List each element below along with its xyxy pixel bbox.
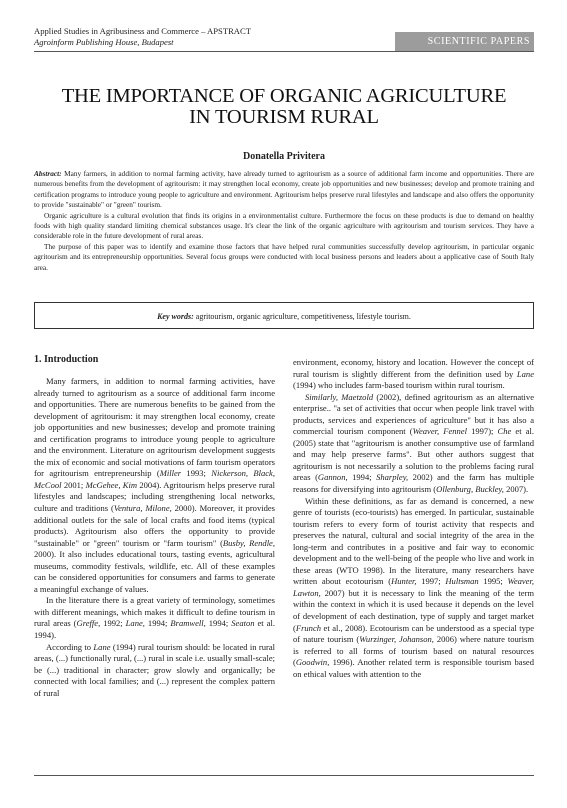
keywords-label: Key words:	[157, 312, 194, 321]
left-column	[34, 354, 275, 699]
section-band: SCIENTIFIC PAPERS	[395, 32, 534, 51]
journal-name: Applied Studies in Agribusiness and Commerce – APSTRACT	[34, 26, 251, 36]
keywords-text: agritourism, organic agriculture, competitiveness, lifestyle tourism.	[193, 312, 411, 321]
author-name: Donatella Privitera	[243, 151, 325, 162]
title-line-1: THE IMPORTANCE OF ORGANIC AGRICULTURE	[61, 85, 507, 107]
paper-title	[34, 86, 534, 128]
abstract-paragraph-1: Abstract: Many farmers, in addition to normal farming activity, have already turned to agritourism as a source of additional farm income and opportunities. There are numerous benefits from the development of agritourism: it may strengthen local economy, create job opportunities and new businesses; develop and promote training and certification programs to introduce young people to agriculture and environment. Agritourism helps preserve rural lifestyles and landscape and also offers the opportunity to provide "sustainable" or "green" tourism.	[34, 169, 534, 210]
right-paragraph-2: Similarly, Maetzold (2002), defined agritourism as an alternative enterprise.. "a set of activities that occur when people link travel with products, services and experiences of agriculture" but it has also a commercial tourism component (Weaver, Fennel 1997); Che et al. (2005) state that "agritourism is another consumptive use of farmland and may help preserve farms". But other authors suggest that agritourism is not necessarily a solution to the problems facing rural areas (Gannon, 1994; Sharpley, 2002) and the farm has multiple reasons for diversifying into agritourism (Ollenburg, Buckley, 2007).	[293, 391, 535, 495]
right-column	[293, 357, 534, 680]
intro-paragraph-1: Many farmers, in addition to normal farming activities, have already turned to agritourism as a source of additional farm income and opportunities. There are numerous benefits to be gained from the development of agritourism: it may strengthen local economy, create job opportunities and new businesses; develop and promote training and certification programs to introduce young people to agriculture and the environment. Literature on agritourism development suggests the mix of economic and social motivations of farm tourism operators for agritourism entrepreneurship (Miller 1993; Nickerson, Black, McCool 2001; McGehee, Kim 2004). Agritourism helps preserve rural lifestyles and landscapes; including strengthening local networks, culture and traditions (Ventura, Milone, 2000). Moreover, it provides additional outlets for the sale of local crafts and food items (typical products). Agritourism also offers the opportunity to provide "sustainable" or "green" tourism or "farm tourism" (Busby, Rendle, 2000). It also includes educational tours, tasting events, agricultural museums, commodity festivals, wildlife, etc. All of these examples can be considered opportunities for consumers and farms to generate a meaningful exchange of values.	[34, 376, 275, 594]
publisher-name: Agroinform Publishing House, Budapest	[34, 37, 174, 47]
abstract	[34, 169, 534, 273]
abstract-paragraph-3: The purpose of this paper was to identify and examine those factors that have helped rural communities successfully develop agritourism, in particular organic agritourism and its entrepreneurship opportunities. Several focus groups were conducted with local business persons and leaders about a applicative case of South Italy area.	[34, 241, 534, 272]
right-paragraph-1: environment, economy, history and location. However the concept of rural tourism is slightly different from the definition used by Lane (1994) who includes farm-based tourism within rural tourism.	[293, 357, 534, 391]
abstract-label: Abstract:	[34, 169, 62, 178]
abstract-paragraph-2: Organic agriculture is a cultural evolution that finds its origins in a environmentalist culture. Furthermore the focus on these products is due to demand on healthy foods with high quality standard limiting chemical substances usage. It's clear the link of the organic agriculture with agritourism and tourism services. They have a considerable role in the future development of rural areas.	[34, 210, 534, 241]
section-heading: 1. Introduction	[34, 354, 99, 365]
right-paragraph-3: Within these definitions, as far as demand is concerned, a new genre of tourists (eco-tourists) has emerged. In particular, sustainable tourism refers to every form of tourist activity that respects and preserves the natural, cultural and social integrity of the area in the long-term and contributes in a positive and fair way to economic development and to the well-being of the people who live and work in these areas (WTO 1998). In the literature, many researchers have written about ecotourism (Hunter, 1997; Hultsman 1995; Weaver, Lawton, 2007) but it is necessary to link the meaning of the term within the context in which it is used because it depends on the level of development of each destination, type of supply and target market (Frunch et al., 2008). Ecotourism can be understood as a special type of nature tourism (Wurzinger, Johanson, 2006) where nature tourism is referred to all forms of tourism based on natural resources (Goodwin, 1996). Another related term is responsible tourism based on ethical values with attention to the	[293, 495, 535, 679]
footer-rule	[34, 775, 534, 776]
intro-paragraph-2: In the literature there is a great variety of terminology, sometimes with different meanings, which makes it difficult to define tourism in rural areas (Greffe, 1992; Lane, 1994; Bramwell, 1994; Seaton et al. 1994).	[34, 595, 275, 641]
title-line-2: IN TOURISM RURAL	[189, 106, 379, 128]
header-rule	[34, 51, 534, 52]
keywords-box	[34, 302, 534, 329]
intro-paragraph-3: According to Lane (1994) rural tourism should: be located in rural areas, (...) functionally rural, (...) rural in scale i.e. usually small-scale; be (...) traditional in character; grow slowly and organically; be connected with local families; and (...) represent the complex pattern of rural	[34, 641, 276, 698]
journal-header	[34, 26, 251, 48]
